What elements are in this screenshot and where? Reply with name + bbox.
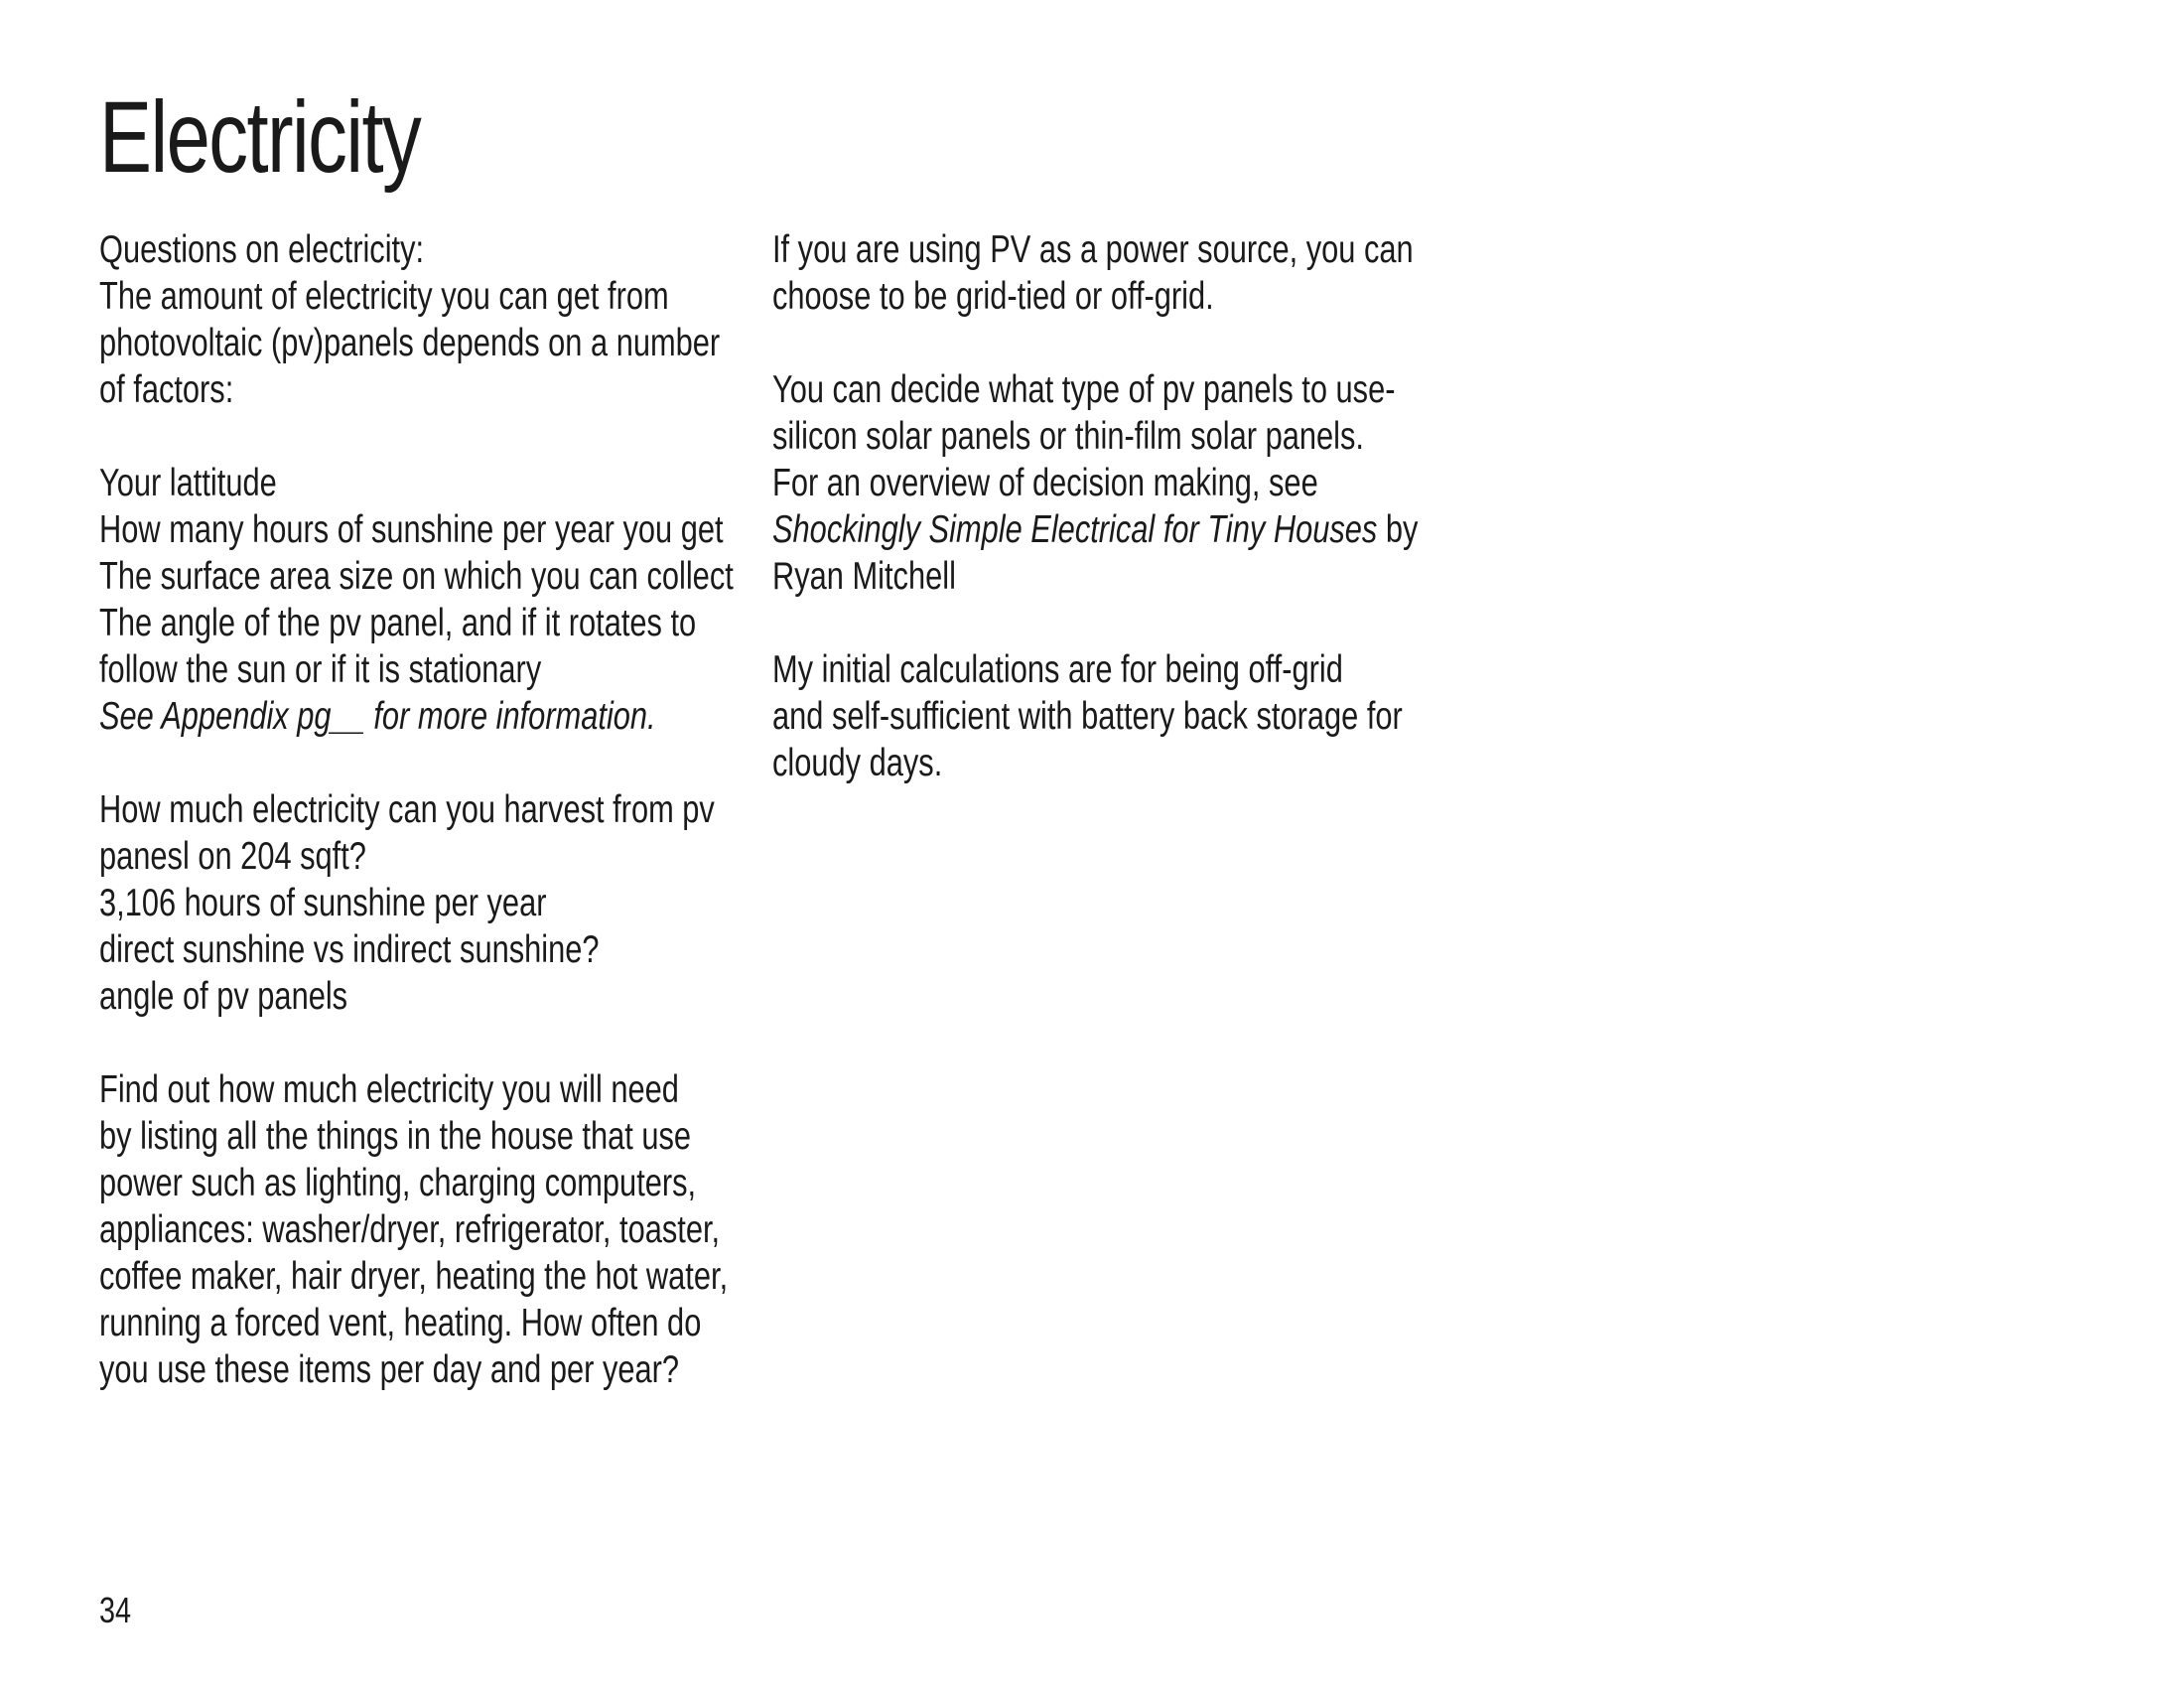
book-author: Ryan Mitchell bbox=[772, 555, 956, 598]
text-line: coffee maker, hair dryer, heating the hot water, bbox=[99, 1255, 729, 1298]
text-line: and self-sufficient with battery back storage for bbox=[772, 695, 1403, 738]
paragraph-gap bbox=[99, 740, 773, 786]
page-number: 34 bbox=[99, 1590, 132, 1630]
factor-panel-angle: The angle of the pv panel, and if it rotates to bbox=[99, 602, 697, 644]
text-line: of factors: bbox=[99, 368, 234, 411]
factor-surface-area: The surface area size on which you can collect bbox=[99, 555, 734, 598]
text-line: follow the sun or if it is stationary bbox=[99, 648, 542, 691]
text-line: For an overview of decision making, see bbox=[772, 462, 1318, 504]
book-title: Shockingly Simple Electrical for Tiny Houses bbox=[772, 508, 1378, 551]
text-line: direct sunshine vs indirect sunshine? bbox=[99, 928, 600, 971]
left-column bbox=[99, 226, 773, 1393]
text-line: by listing all the things in the house that use bbox=[99, 1115, 692, 1158]
text-line: Find out how much electricity you will need bbox=[99, 1068, 679, 1111]
factor-latitude: Your lattitude bbox=[99, 462, 277, 504]
text-line: power such as lighting, charging computers, bbox=[99, 1162, 697, 1204]
book-by: by bbox=[1377, 508, 1419, 551]
book-reference-line bbox=[772, 506, 1446, 553]
text-line: photovoltaic (pv)panels depends on a number bbox=[99, 322, 721, 364]
text-line: running a forced vent, heating. How often do bbox=[99, 1302, 702, 1344]
text-line: panesl on 204 sqft? bbox=[99, 835, 366, 878]
text-line: The amount of electricity you can get from bbox=[99, 275, 669, 318]
page-title: Electricity bbox=[99, 80, 421, 194]
text-line: If you are using PV as a power source, you can bbox=[772, 228, 1414, 271]
factor-sunshine-hours: How many hours of sunshine per year you get bbox=[99, 508, 724, 551]
text-line: silicon solar panels or thin-film solar panels. bbox=[772, 415, 1364, 458]
paragraph-gap bbox=[99, 413, 773, 460]
paragraph-gap bbox=[772, 600, 1446, 646]
paragraph-gap bbox=[99, 1020, 773, 1066]
text-line: Questions on electricity: bbox=[99, 228, 425, 271]
text-line: 3,106 hours of sunshine per year bbox=[99, 882, 547, 924]
text-line: cloudy days. bbox=[772, 742, 943, 784]
text-line: How much electricity can you harvest from pv bbox=[99, 788, 715, 831]
right-column bbox=[772, 226, 1446, 786]
text-line: angle of pv panels bbox=[99, 975, 348, 1018]
text-line: choose to be grid-tied or off-grid. bbox=[772, 275, 1214, 318]
text-line: My initial calculations are for being off-grid bbox=[772, 648, 1343, 691]
text-line: you use these items per day and per year? bbox=[99, 1348, 680, 1391]
paragraph-gap bbox=[772, 320, 1446, 366]
text-line: You can decide what type of pv panels to use- bbox=[772, 368, 1396, 411]
text-line: appliances: washer/dryer, refrigerator, toaster, bbox=[99, 1208, 721, 1251]
appendix-note: See Appendix pg__ for more information. bbox=[99, 695, 656, 738]
